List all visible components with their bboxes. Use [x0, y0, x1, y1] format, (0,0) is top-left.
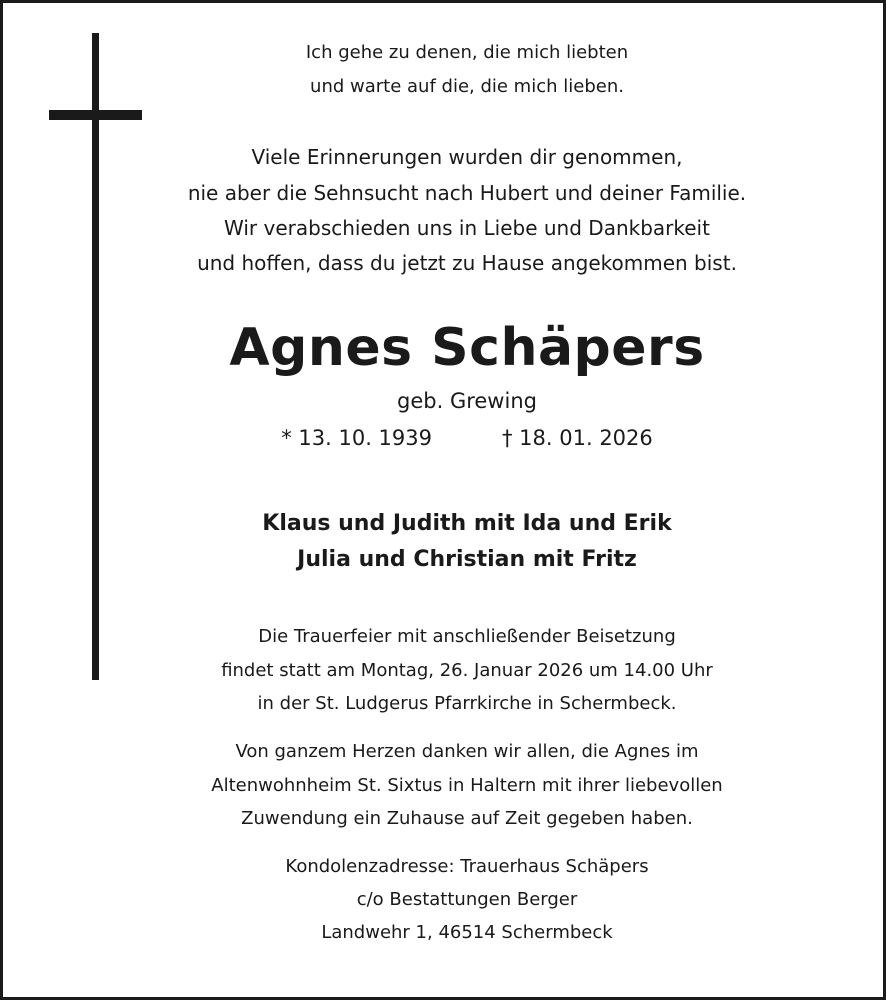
service-line-1: Die Trauerfeier mit anschließender Beisetzung	[258, 626, 676, 647]
maiden-name: geb. Grewing	[397, 389, 537, 413]
cross-icon-bar	[49, 110, 142, 120]
deceased-name: Agnes Schäpers	[229, 318, 705, 378]
motto-line-2: und warte auf die, die mich lieben.	[310, 76, 624, 97]
service-line-2: findet statt am Montag, 26. Januar 2026 um 14.00 Uhr	[221, 660, 713, 681]
death-date: † 18. 01. 2026	[502, 426, 653, 450]
life-dates	[0, 426, 886, 450]
verse-line-2: nie aber die Sehnsucht nach Hubert und deiner Familie.	[187, 181, 747, 205]
thanks-line-3: Zuwendung ein Zuhause auf Zeit gegeben haben.	[241, 808, 693, 829]
family-line-2: Julia und Christian mit Fritz	[297, 547, 637, 572]
address-line-1: Kondolenzadresse: Trauerhaus Schäpers	[285, 856, 649, 877]
verse-line-4: und hoffen, dass du jetzt zu Hause angekommen bist.	[197, 251, 737, 275]
address-line-2: c/o Bestattungen Berger	[356, 889, 578, 910]
service-line-3: in der St. Ludgerus Pfarrkirche in Schermbeck.	[257, 693, 677, 714]
family-line-1: Klaus und Judith mit Ida und Erik	[262, 511, 672, 536]
motto-line-1: Ich gehe zu denen, die mich liebten	[305, 42, 629, 63]
thanks-line-2: Altenwohnheim St. Sixtus in Haltern mit ihrer liebevollen	[211, 775, 723, 796]
thanks-line-1: Von ganzem Herzen danken wir allen, die Agnes im	[235, 741, 699, 762]
verse-line-1: Viele Erinnerungen wurden dir genommen,	[251, 145, 683, 169]
birth-date: * 13. 10. 1939	[281, 426, 432, 450]
verse-line-3: Wir verabschieden uns in Liebe und Dankbarkeit	[224, 216, 710, 240]
address-line-3: Landwehr 1, 46514 Schermbeck	[321, 922, 613, 943]
